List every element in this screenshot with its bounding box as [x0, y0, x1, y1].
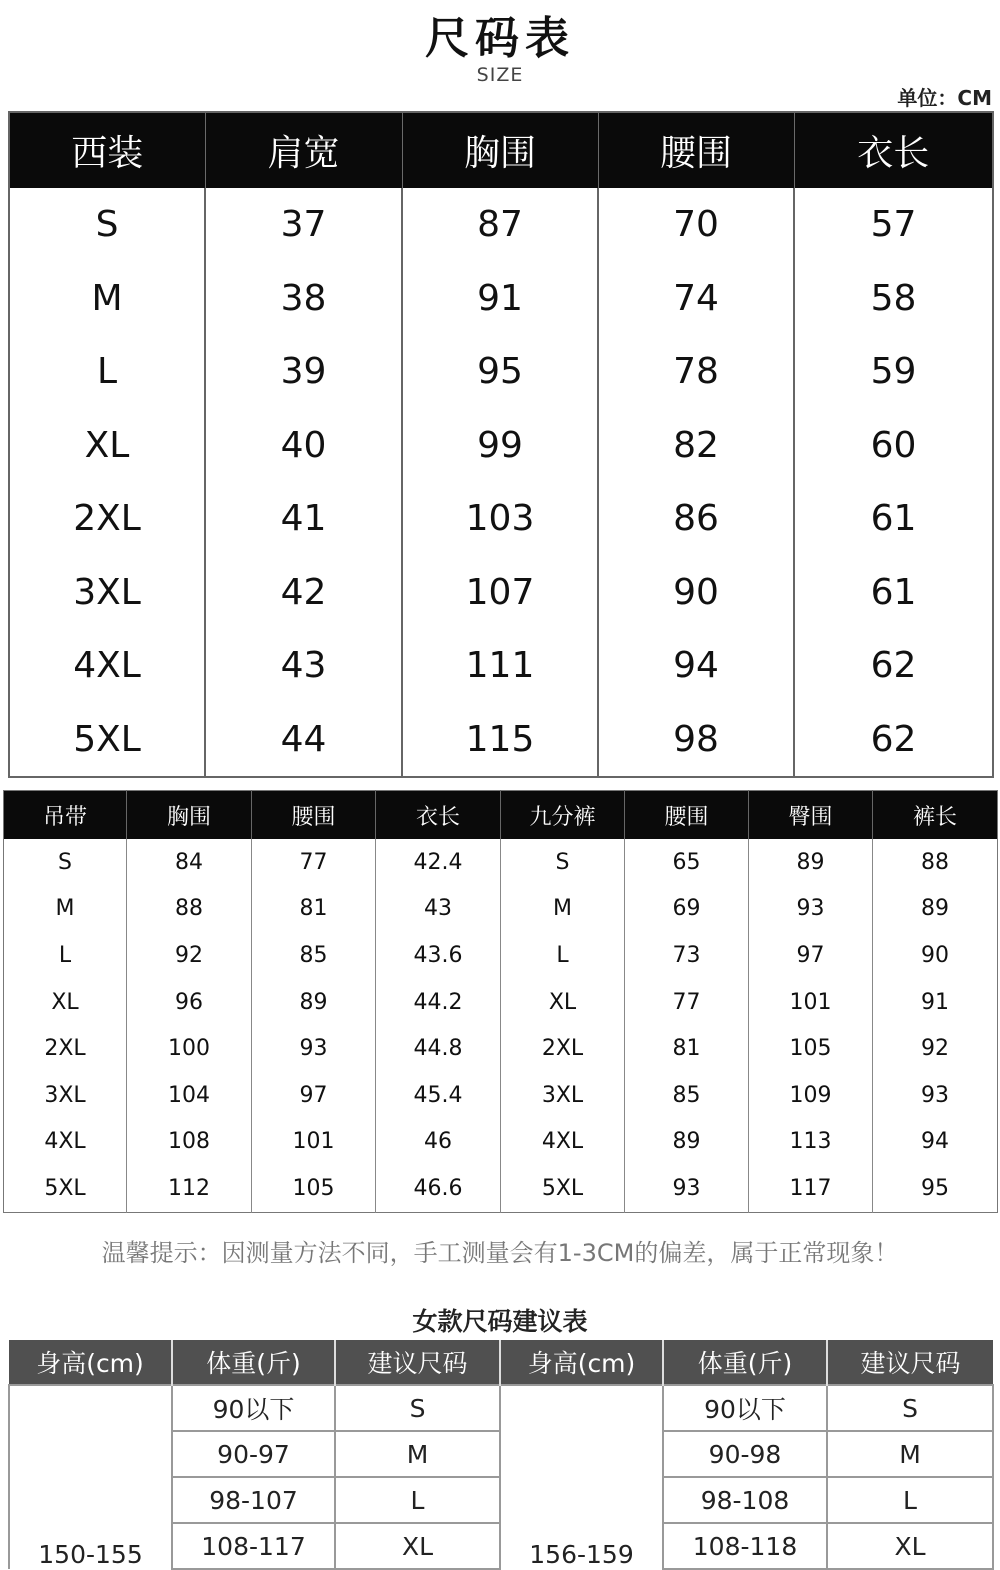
table-header-row — [4, 791, 998, 840]
height-range-cell: 150-155 — [9, 1385, 172, 1569]
table-cell: L — [96, 351, 118, 393]
table-cell: 41 — [205, 482, 402, 556]
table-cell: 89 — [625, 1119, 749, 1166]
table-cell: 82 — [598, 409, 794, 483]
table-cell: M — [501, 886, 625, 933]
table-cell: 97 — [749, 932, 873, 979]
table-cell: 5XL — [73, 718, 141, 760]
table-row — [9, 703, 993, 778]
column-header: 体重(斤) — [172, 1340, 335, 1385]
table-cell: 115 — [402, 703, 598, 778]
table-row — [9, 629, 993, 703]
table-cell: 62 — [794, 703, 993, 778]
suit-size-table — [8, 111, 994, 778]
column-header: 体重(斤) — [663, 1340, 827, 1385]
table-cell: 105 — [252, 1165, 376, 1212]
size-cell: XL — [827, 1523, 993, 1569]
table-cell: 39 — [205, 335, 402, 409]
unit-label: 单位：CM — [897, 86, 992, 110]
table-cell: 59 — [794, 335, 993, 409]
table-row — [4, 886, 998, 933]
table-cell: 93 — [625, 1165, 749, 1212]
table-cell: 104 — [127, 1072, 252, 1119]
table-cell: 101 — [252, 1119, 376, 1166]
table-cell: 105 — [749, 1025, 873, 1072]
table-cell: 58 — [794, 262, 993, 336]
page-subtitle: SIZE — [476, 64, 524, 86]
table-cell: 84 — [127, 839, 252, 886]
size-cell: M — [335, 1431, 500, 1477]
size-cell: XL — [335, 1523, 500, 1569]
table-cell: 61 — [794, 556, 993, 630]
table-cell: 44.2 — [376, 979, 501, 1026]
women-size-suggestion-title: 女款尺码建议表 — [412, 1307, 588, 1336]
table-cell: 92 — [873, 1025, 998, 1072]
table-row — [4, 932, 998, 979]
table-cell: M — [55, 896, 75, 922]
table-cell: 43 — [205, 629, 402, 703]
table-cell: 91 — [402, 262, 598, 336]
table-row — [9, 262, 993, 336]
table-cell: 96 — [127, 979, 252, 1026]
table-cell: L — [58, 942, 72, 968]
column-header: 衣长 — [376, 791, 501, 840]
size-cell: M — [827, 1431, 993, 1477]
table-cell: 5XL — [44, 1175, 86, 1201]
table-cell: 60 — [794, 409, 993, 483]
table-cell: 40 — [205, 409, 402, 483]
table-cell: 46 — [376, 1119, 501, 1166]
table-cell: 98 — [598, 703, 794, 778]
weight-cell: 98-108 — [663, 1477, 827, 1523]
table-cell: 42 — [205, 556, 402, 630]
table-row — [9, 1385, 993, 1431]
table-cell: 62 — [794, 629, 993, 703]
table-cell: 3XL — [44, 1082, 86, 1108]
table-cell: 4XL — [73, 645, 141, 687]
table-row — [9, 188, 993, 262]
table-cell: 91 — [873, 979, 998, 1026]
table-cell: 3XL — [501, 1072, 625, 1119]
table-cell: S — [58, 849, 72, 875]
table-cell: 2XL — [501, 1025, 625, 1072]
camisole-pants-size-table — [3, 790, 998, 1213]
table-cell: 4XL — [44, 1129, 86, 1155]
size-cell: S — [827, 1385, 993, 1431]
table-cell: 43 — [376, 886, 501, 933]
table-cell: 81 — [252, 886, 376, 933]
weight-cell: 108-117 — [172, 1523, 335, 1569]
table-cell: 92 — [127, 932, 252, 979]
table-row — [4, 979, 998, 1026]
table-cell: 97 — [252, 1072, 376, 1119]
table-cell: 86 — [598, 482, 794, 556]
table-cell: 43.6 — [376, 932, 501, 979]
table-cell: S — [95, 204, 119, 246]
column-header: 胸围 — [127, 791, 252, 840]
table-cell: 65 — [625, 839, 749, 886]
table-cell: 37 — [205, 188, 402, 262]
column-header: 腰围 — [598, 112, 794, 188]
table-cell: 94 — [873, 1119, 998, 1166]
column-header: 九分裤 — [501, 791, 625, 840]
table-cell: 78 — [598, 335, 794, 409]
column-header: 裤长 — [873, 791, 998, 840]
table-cell: 4XL — [501, 1119, 625, 1166]
table-cell: 74 — [598, 262, 794, 336]
table-cell: XL — [84, 424, 130, 466]
table-cell: 90 — [873, 932, 998, 979]
table-cell: 46.6 — [376, 1165, 501, 1212]
height-range-cell: 156-159 — [500, 1385, 663, 1569]
weight-cell: 98-107 — [172, 1477, 335, 1523]
table-row — [4, 839, 998, 886]
column-header: 身高(cm) — [9, 1340, 172, 1385]
table-header-row — [9, 112, 993, 188]
table-cell: 94 — [598, 629, 794, 703]
weight-cell: 90以下 — [172, 1385, 335, 1431]
table-cell: M — [91, 277, 123, 319]
table-cell: 69 — [625, 886, 749, 933]
size-cell: L — [827, 1477, 993, 1523]
table-cell: 107 — [402, 556, 598, 630]
table-cell: 117 — [749, 1165, 873, 1212]
table-cell: 89 — [873, 886, 998, 933]
table-cell: XL — [501, 979, 625, 1026]
table-cell: 3XL — [73, 571, 141, 613]
table-row — [9, 335, 993, 409]
column-header: 腰围 — [625, 791, 749, 840]
table-row — [9, 409, 993, 483]
table-cell: 89 — [749, 839, 873, 886]
table-cell: 44.8 — [376, 1025, 501, 1072]
table-cell: 95 — [402, 335, 598, 409]
column-header: 身高(cm) — [500, 1340, 663, 1385]
size-cell: L — [335, 1477, 500, 1523]
column-header: 建议尺码 — [335, 1340, 500, 1385]
women-size-suggestion-section — [8, 1340, 992, 1569]
column-header: 西装 — [9, 112, 205, 188]
column-header: 腰围 — [252, 791, 376, 840]
table-cell: 111 — [402, 629, 598, 703]
table-cell: 88 — [127, 886, 252, 933]
table-row — [9, 556, 993, 630]
table-cell: 113 — [749, 1119, 873, 1166]
table-cell: 112 — [127, 1165, 252, 1212]
table-cell: S — [501, 839, 625, 886]
table-cell: 45.4 — [376, 1072, 501, 1119]
table-cell: 100 — [127, 1025, 252, 1072]
table-cell: 99 — [402, 409, 598, 483]
table-cell: 77 — [625, 979, 749, 1026]
column-header: 胸围 — [402, 112, 598, 188]
column-header: 臀围 — [749, 791, 873, 840]
column-header: 建议尺码 — [827, 1340, 993, 1385]
weight-cell: 90-97 — [172, 1431, 335, 1477]
table-cell: 108 — [127, 1119, 252, 1166]
table-row — [4, 1119, 998, 1166]
table-cell: 85 — [252, 932, 376, 979]
measurement-tip: 温馨提示：因测量方法不同，手工测量会有1-3CM的偏差，属于正常现象！ — [101, 1239, 899, 1267]
table-cell: L — [501, 932, 625, 979]
table-cell: 57 — [794, 188, 993, 262]
table-cell: 85 — [625, 1072, 749, 1119]
table-cell: 89 — [252, 979, 376, 1026]
table-cell: 101 — [749, 979, 873, 1026]
table-row — [4, 1072, 998, 1119]
weight-cell: 90-98 — [663, 1431, 827, 1477]
table-cell: 61 — [794, 482, 993, 556]
column-header: 吊带 — [4, 791, 127, 840]
table-row — [9, 482, 993, 556]
weight-cell: 90以下 — [663, 1385, 827, 1431]
table-cell: 77 — [252, 839, 376, 886]
table-cell: 44 — [205, 703, 402, 778]
weight-cell: 108-118 — [663, 1523, 827, 1569]
table-cell: XL — [51, 989, 79, 1015]
table-cell: 87 — [402, 188, 598, 262]
column-header: 肩宽 — [205, 112, 402, 188]
table-cell: 109 — [749, 1072, 873, 1119]
table-cell: 95 — [873, 1165, 998, 1212]
table-cell: 93 — [749, 886, 873, 933]
table-cell: 5XL — [501, 1165, 625, 1212]
table-cell: 90 — [598, 556, 794, 630]
women-size-suggestion-table — [8, 1340, 994, 1570]
table-cell: 103 — [402, 482, 598, 556]
table-cell: 70 — [598, 188, 794, 262]
table-row — [4, 1025, 998, 1072]
table-cell: 2XL — [44, 1036, 86, 1062]
table-cell: 81 — [625, 1025, 749, 1072]
column-header: 衣长 — [794, 112, 993, 188]
size-cell: S — [335, 1385, 500, 1431]
table-cell: 88 — [873, 839, 998, 886]
table-cell: 73 — [625, 932, 749, 979]
page-title: 尺码表 — [425, 13, 575, 64]
table-row — [4, 1165, 998, 1212]
table-cell: 38 — [205, 262, 402, 336]
table-cell: 93 — [252, 1025, 376, 1072]
table-header-row — [9, 1340, 993, 1385]
table-cell: 93 — [873, 1072, 998, 1119]
table-cell: 2XL — [73, 498, 141, 540]
table-cell: 42.4 — [376, 839, 501, 886]
